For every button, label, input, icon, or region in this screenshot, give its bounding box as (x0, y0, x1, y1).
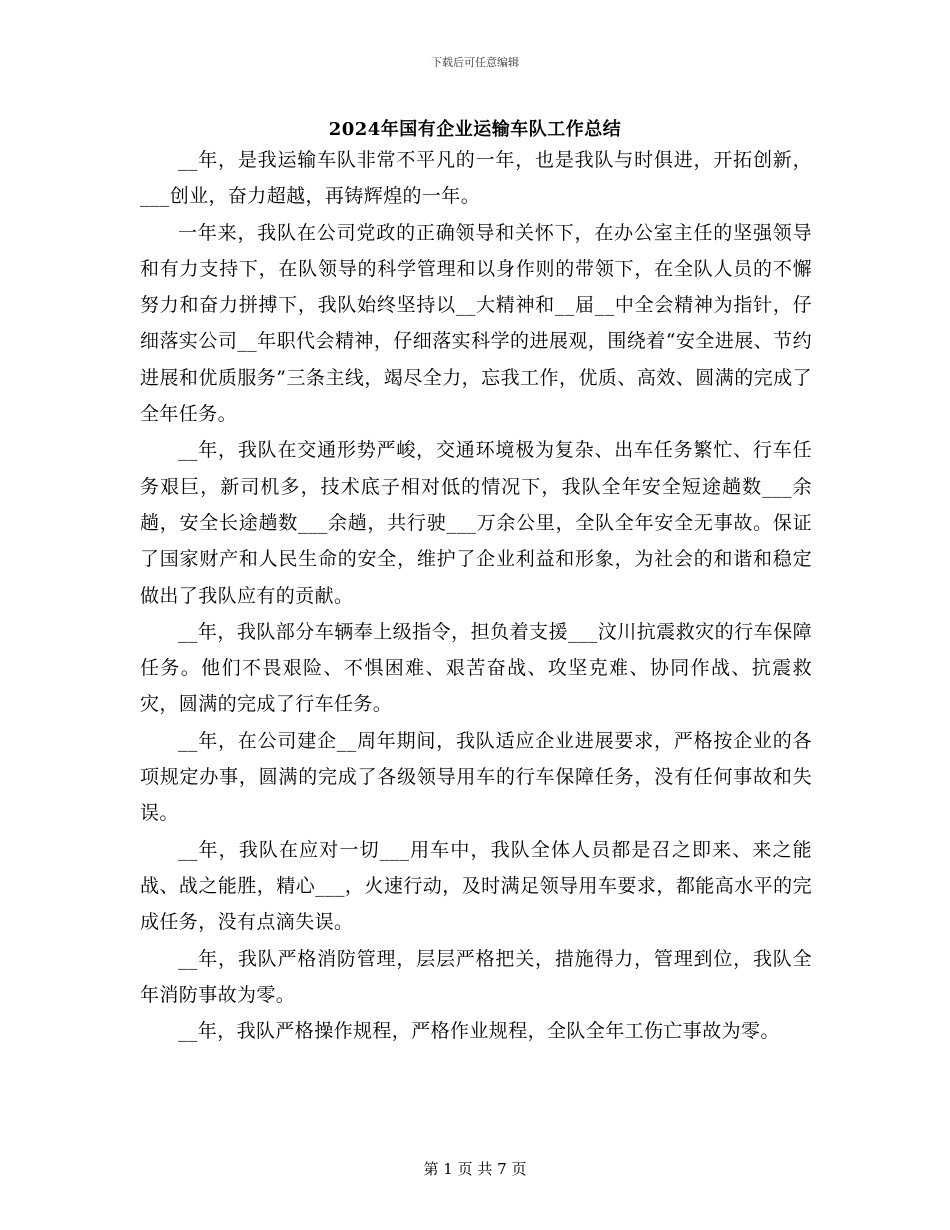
page-header-note: 下载后可任意编辑 (431, 56, 519, 69)
paragraph: 一年来，我队在公司党政的正确领导和关怀下，在办公室主任的坚强领导和有力支持下，在队领导的科学管理和以身作则的带领下，在全队人员的不懈努力和奋力拼搏下，我队始终坚持以__大精神和__届__中全会精神为指针，仔细落实公司__年职代会精神，仔细落实科学的进展观，围绕着“安全进展、节约进展和优质服务”三条主线，竭尽全力，忘我工作，优质、高效、圆满的完成了全年任务。 (140, 221, 812, 426)
document-body (140, 142, 812, 1049)
page-number: 第 1 页 共 7 页 (423, 1160, 527, 1178)
paragraph: __年，在公司建企__周年期间，我队适应企业进展要求，严格按企业的各项规定办事，圆满的完成了各级领导用车的行车保障任务，没有任何事故和失误。 (140, 729, 812, 825)
paragraph: __年，是我运输车队非常不平凡的一年，也是我队与时俱进，开拓创新，___创业，奋力超越，再铸辉煌的一年。 (140, 149, 812, 208)
paragraph: __年，我队在交通形势严峻，交通环境极为复杂、出车任务繁忙、行车任务艰巨，新司机多，技术底子相对低的情况下，我队全年安全短途趟数___余趟，安全长途趟数___余趟，共行驶___万余公里，全队全年安全无事故。保证了国家财产和人民生命的安全，维护了企业利益和形象，为社会的和谐和稳定做出了我队应有的贡献。 (140, 439, 812, 607)
paragraph: __年，我队在应对一切___用车中，我队全体人员都是召之即来、来之能战、战之能胜，精心___，火速行动，及时满足领导用车要求，都能高水平的完成任务，没有点滴失误。 (140, 838, 812, 934)
document-title: 2024年国有企业运输车队工作总结 (328, 119, 622, 140)
paragraph: __年，我队严格操作规程，严格作业规程，全队全年工伤亡事故为零。 (178, 1020, 780, 1043)
paragraph: __年，我队严格消防管理，层层严格把关，措施得力，管理到位，我队全年消防事故为零。 (140, 947, 812, 1006)
paragraph: __年，我队部分车辆奉上级指令，担负着支援___汶川抗震救灾的行车保障任务。他们不畏艰险、不惧困难、艰苦奋战、攻坚克难、协同作战、抗震救灾，圆满的完成了行车任务。 (140, 620, 812, 716)
